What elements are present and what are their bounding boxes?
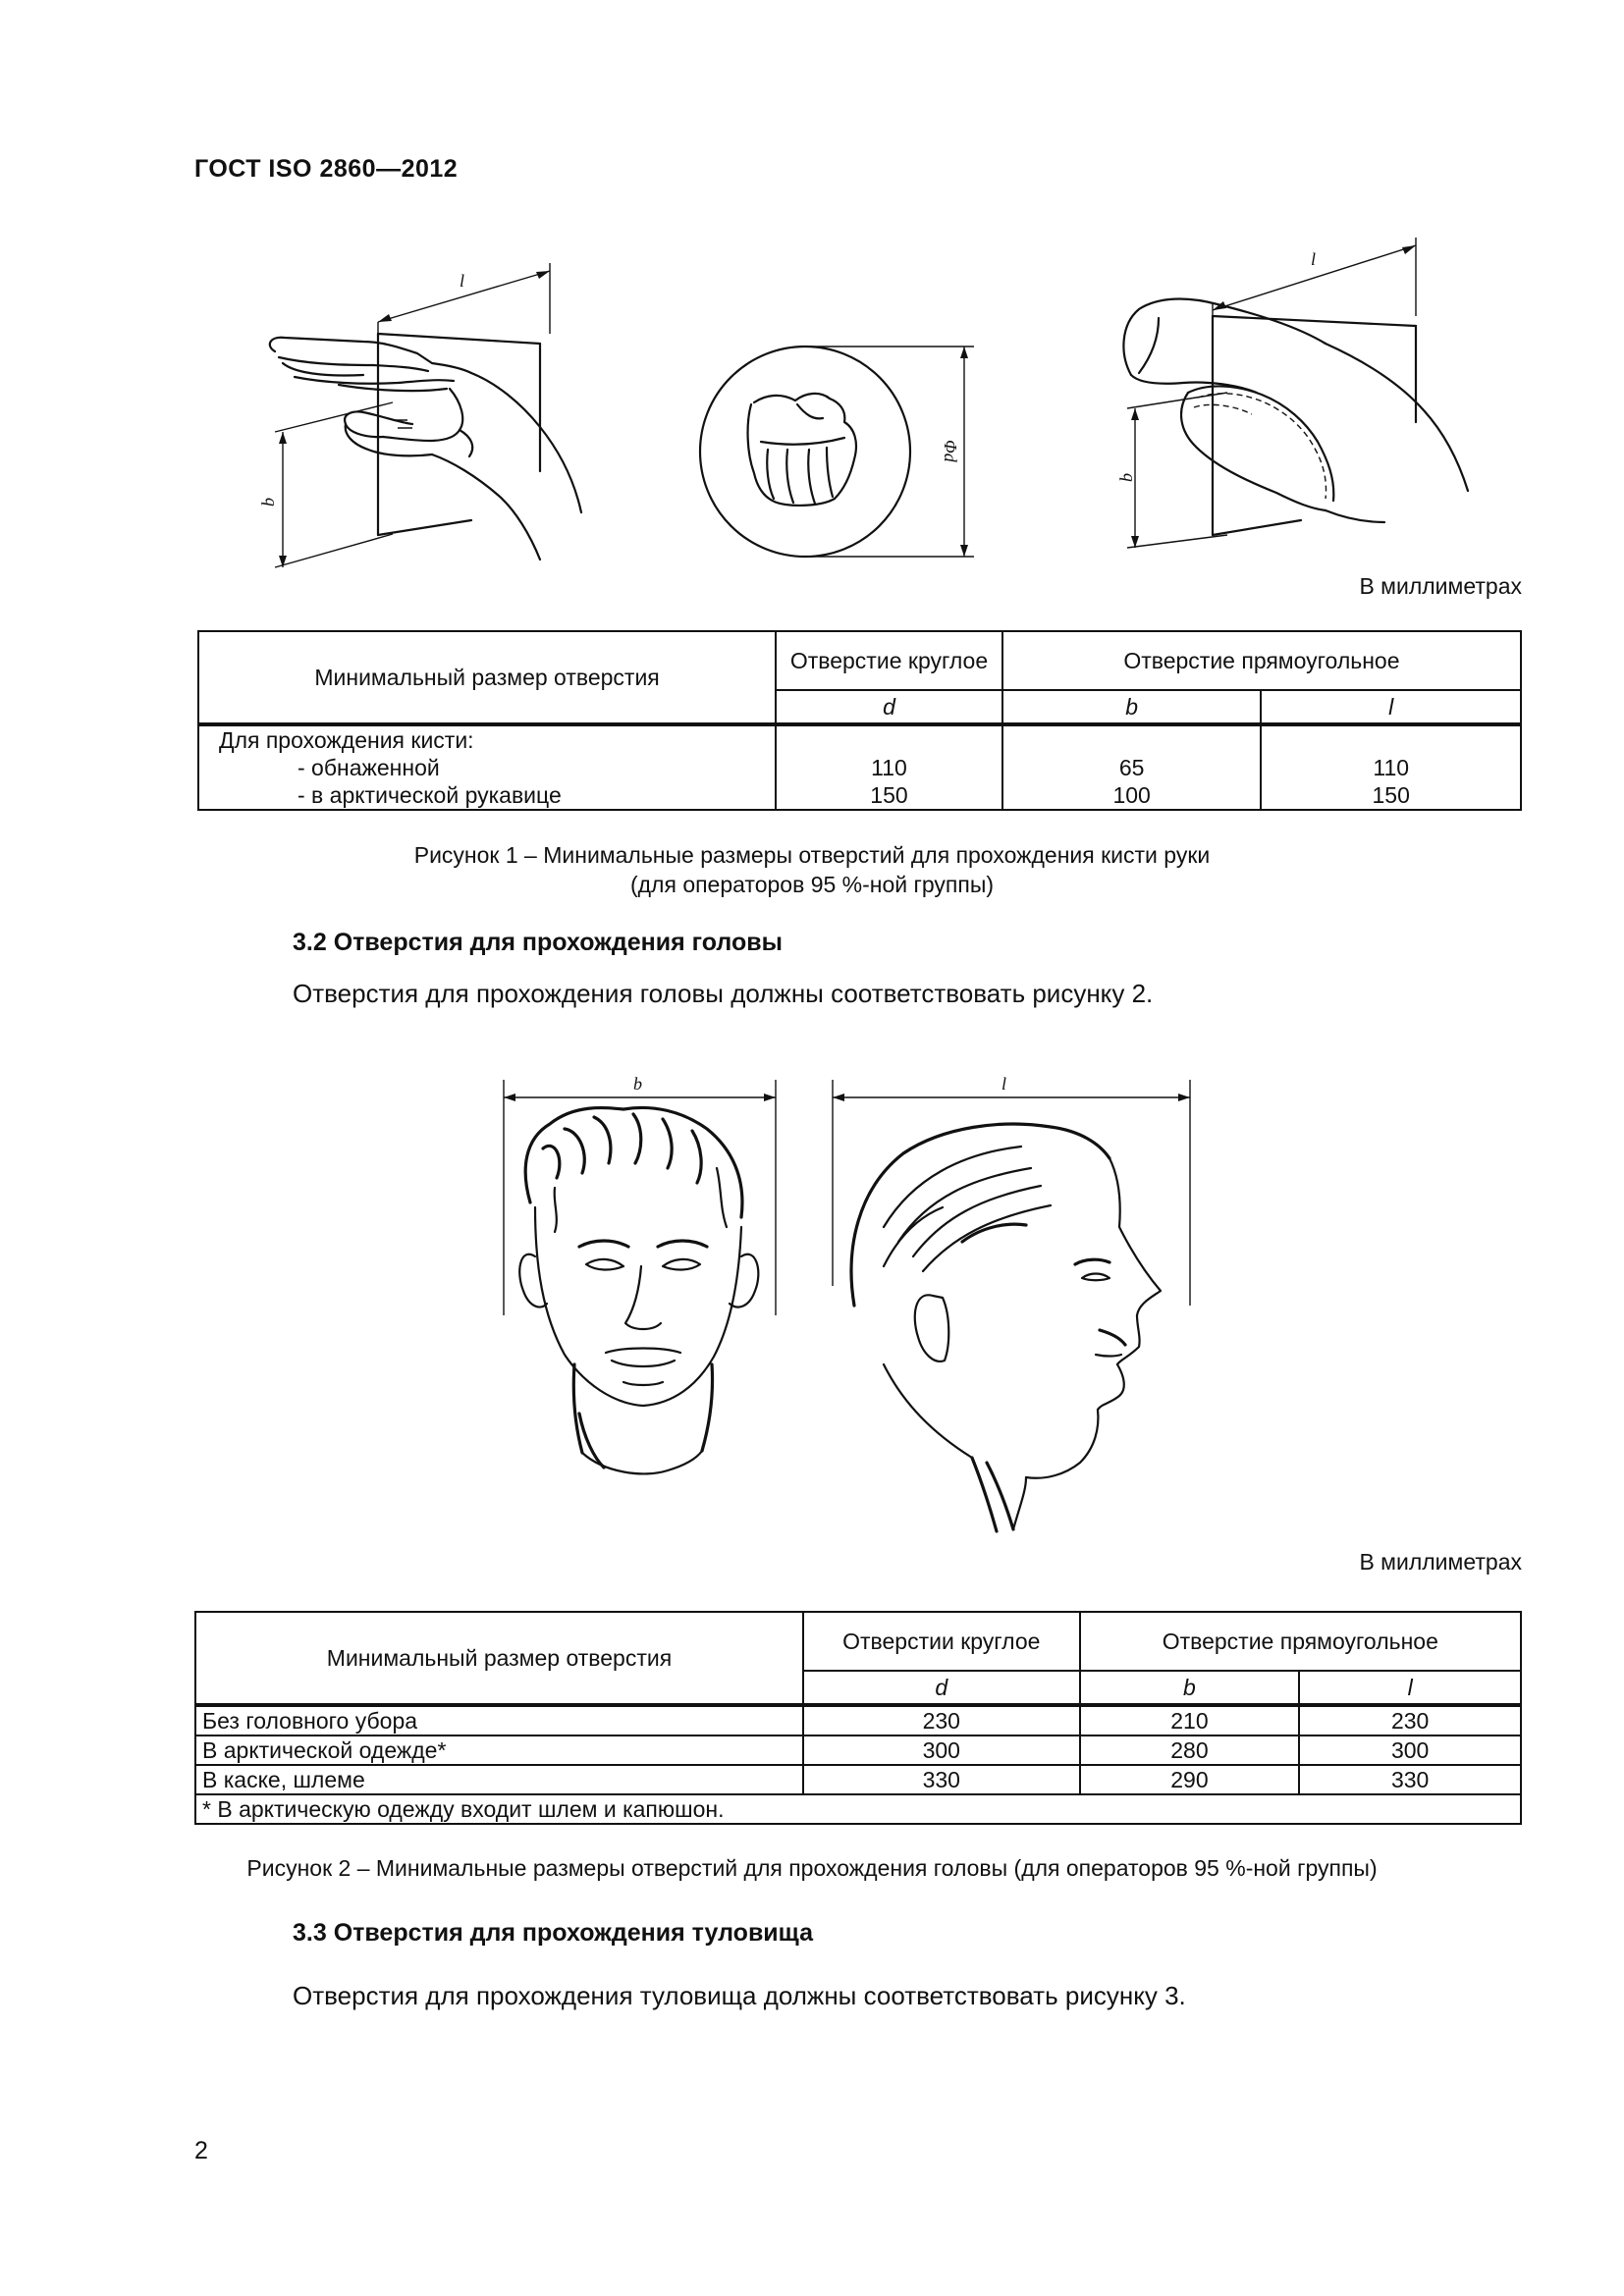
figure1-hand-flat-drawing	[236, 255, 589, 579]
figure2-footnote: * В арктическую одежду входит шлем и капюшон.	[195, 1794, 1521, 1824]
table-row	[195, 1794, 1521, 1824]
document-header: ГОСТ ISO 2860—2012	[194, 155, 459, 183]
figure1-dim-l-left: l	[460, 271, 465, 291]
figure2-head-side-drawing	[825, 1070, 1198, 1541]
figure2-table	[194, 1611, 1522, 1825]
figure2-helmet-d: 330	[803, 1765, 1080, 1794]
section-3-2-title: 3.2 Отверстия для прохождения головы	[293, 929, 783, 956]
section-3-2-text: Отверстия для прохождения головы должны соответствовать рисунку 2.	[293, 979, 1154, 1008]
figure1-dim-l-right: l	[1311, 249, 1317, 269]
figure2-row-label-arctic: В арктической одежде*	[195, 1735, 803, 1765]
figure1-row-label-bare: - обнаженной	[298, 755, 440, 780]
figure2-dim-b: b	[633, 1074, 642, 1094]
figure1-values-b	[1002, 724, 1262, 810]
figure2-no-headwear-l: 230	[1299, 1705, 1521, 1735]
figure2-header-round: Отверстии круглое	[803, 1612, 1080, 1671]
figure1-dim-b-left: b	[258, 498, 278, 507]
figure1-caption-line1: Рисунок 1 – Минимальные размеры отверстий для прохождения кисти руки	[413, 842, 1211, 868]
page-number: 2	[194, 2137, 208, 2164]
figure2-symbol-d: d	[803, 1671, 1080, 1705]
figure1-bare-l: 110	[1373, 755, 1410, 780]
figure2-symbol-b: b	[1080, 1671, 1300, 1705]
figure1-arctic-l: 150	[1372, 782, 1410, 808]
figure2-header-rect: Отверстие прямоугольное	[1080, 1612, 1521, 1671]
figure2-arctic-l: 300	[1299, 1735, 1521, 1765]
figure2-row-label-helmet: В каске, шлеме	[195, 1765, 803, 1794]
figure2-no-headwear-b: 210	[1080, 1705, 1300, 1735]
figure2-units: В миллиметрах	[1359, 1549, 1522, 1575]
figure1-arctic-d: 150	[870, 782, 908, 808]
figure2-arctic-d: 300	[803, 1735, 1080, 1765]
figure1-values-d	[776, 724, 1002, 810]
figure2-helmet-l: 330	[1299, 1765, 1521, 1794]
figure1-header-rect: Отверстие прямоугольное	[1002, 631, 1521, 690]
figure1-units: В миллиметрах	[1359, 573, 1522, 599]
figure1-symbol-d: d	[776, 690, 1002, 724]
figure2-arctic-b: 280	[1080, 1735, 1300, 1765]
figure1-dim-b-right: b	[1116, 473, 1136, 482]
figure2-row-label-no-headwear: Без головного убора	[195, 1705, 803, 1735]
figure2-header-min-size: Минимальный размер отверстия	[195, 1612, 803, 1705]
figure1-header-round: Отверстие круглое	[776, 631, 1002, 690]
figure1-header-min-size: Минимальный размер отверстия	[198, 631, 776, 724]
figure1-group-label: Для прохождения кисти:	[219, 727, 474, 753]
figure1-row-label-arctic: - в арктической рукавице	[298, 782, 562, 808]
figure1-symbol-b: b	[1002, 690, 1262, 724]
figure2-head-front-drawing	[496, 1070, 790, 1522]
figure1-bare-b: 65	[1118, 755, 1145, 780]
table-row	[195, 1705, 1521, 1735]
figure1-row-labels	[198, 724, 776, 810]
figure2-caption: Рисунок 2 – Минимальные размеры отверстий для прохождения головы (для операторов 95 %-ной группы)	[246, 1855, 1378, 1881]
figure2-no-headwear-d: 230	[803, 1705, 1080, 1735]
section-3-3-title: 3.3 Отверстия для прохождения туловища	[293, 1919, 813, 1947]
figure1-caption-line2: (для операторов 95 %-ной группы)	[629, 872, 995, 897]
figure1-fist-round-drawing	[707, 344, 992, 560]
figure1-symbol-l: l	[1261, 690, 1521, 724]
figure2-dim-l: l	[1001, 1074, 1007, 1094]
figure1-table	[197, 630, 1522, 811]
figure2-helmet-b: 290	[1080, 1765, 1300, 1794]
figure2-symbol-l: l	[1299, 1671, 1521, 1705]
figure1-hand-glove-drawing	[1100, 236, 1492, 569]
figure1-bare-d: 110	[871, 755, 907, 780]
figure1-arctic-b: 100	[1112, 782, 1151, 808]
figure1-values-l	[1261, 724, 1521, 810]
section-3-3-text: Отверстия для прохождения туловища должны соответствовать рисунку 3.	[293, 1981, 1186, 2010]
table-row	[195, 1735, 1521, 1765]
table-row	[195, 1765, 1521, 1794]
figure1-dim-d: Φd	[941, 440, 960, 462]
